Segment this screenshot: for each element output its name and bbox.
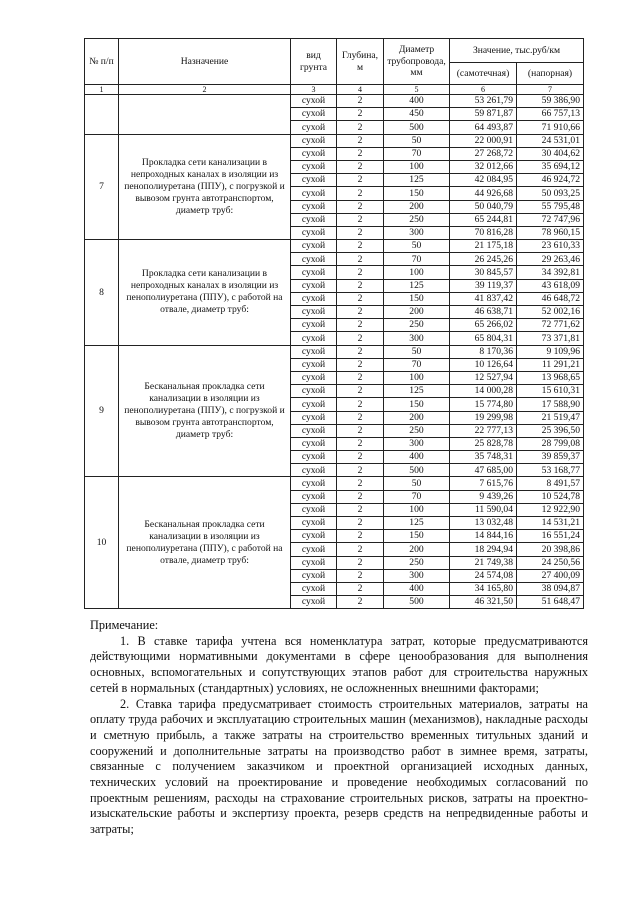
group-description: Прокладка сети канализации в непроходных каналах в изоляции из пенополиуретана (ППУ), с погрузкой и вывозом грунта автотранспортом, диаметр труб: (119, 134, 291, 240)
gravity-value-cell: 13 032,48 (450, 517, 517, 530)
depth-cell: 2 (337, 530, 384, 543)
depth-cell: 2 (337, 200, 384, 213)
pressure-value-cell: 55 795,48 (517, 200, 584, 213)
depth-cell: 2 (337, 213, 384, 226)
diameter-cell: 400 (384, 451, 450, 464)
pressure-value-cell: 59 386,90 (517, 95, 584, 108)
gravity-value-cell: 64 493,87 (450, 121, 517, 134)
group-description (119, 95, 291, 135)
depth-cell: 2 (337, 147, 384, 160)
pressure-value-cell: 29 263,46 (517, 253, 584, 266)
pressure-value-cell: 53 168,77 (517, 464, 584, 477)
depth-cell: 2 (337, 437, 384, 450)
depth-cell: 2 (337, 569, 384, 582)
pressure-value-cell: 25 396,50 (517, 424, 584, 437)
header-purpose: Назначение (119, 39, 291, 85)
soil-cell: сухой (291, 108, 337, 121)
pressure-value-cell: 35 694,12 (517, 160, 584, 173)
gravity-value-cell: 59 871,87 (450, 108, 517, 121)
diameter-cell: 70 (384, 358, 450, 371)
gravity-value-cell: 21 749,38 (450, 556, 517, 569)
diameter-cell: 200 (384, 543, 450, 556)
soil-cell: сухой (291, 464, 337, 477)
pressure-value-cell: 30 404,62 (517, 147, 584, 160)
pressure-value-cell: 12 922,90 (517, 503, 584, 516)
soil-cell: сухой (291, 187, 337, 200)
depth-cell: 2 (337, 385, 384, 398)
table-row (85, 345, 584, 358)
depth-cell: 2 (337, 266, 384, 279)
soil-cell: сухой (291, 319, 337, 332)
depth-cell: 2 (337, 134, 384, 147)
header-pressure: (напорная) (517, 63, 584, 85)
group-number: 7 (85, 134, 119, 240)
diameter-cell: 300 (384, 226, 450, 239)
diameter-cell: 400 (384, 95, 450, 108)
depth-cell: 2 (337, 371, 384, 384)
gravity-value-cell: 14 844,16 (450, 530, 517, 543)
gravity-value-cell: 30 845,57 (450, 266, 517, 279)
diameter-cell: 125 (384, 385, 450, 398)
gravity-value-cell: 10 126,64 (450, 358, 517, 371)
group-description: Бесканальная прокладка сети канализации в изоляции из пенополиуретана (ППУ), с погрузкой и вывозом грунта автотранспортом, диаметр труб: (119, 345, 291, 477)
pressure-value-cell: 9 109,96 (517, 345, 584, 358)
depth-cell: 2 (337, 582, 384, 595)
pressure-value-cell: 52 002,16 (517, 306, 584, 319)
pressure-value-cell: 21 519,47 (517, 411, 584, 424)
depth-cell: 2 (337, 160, 384, 173)
soil-cell: сухой (291, 503, 337, 516)
diameter-cell: 300 (384, 569, 450, 582)
pressure-value-cell: 50 093,25 (517, 187, 584, 200)
colnum-cell: 6 (450, 85, 517, 95)
depth-cell: 2 (337, 543, 384, 556)
depth-cell: 2 (337, 292, 384, 305)
soil-cell: сухой (291, 477, 337, 490)
gravity-value-cell: 46 638,71 (450, 306, 517, 319)
colnum-cell: 5 (384, 85, 450, 95)
depth-cell: 2 (337, 490, 384, 503)
column-number-row (85, 85, 584, 95)
soil-cell: сухой (291, 398, 337, 411)
gravity-value-cell: 22 000,91 (450, 134, 517, 147)
table-row (85, 134, 584, 147)
depth-cell: 2 (337, 306, 384, 319)
pressure-value-cell: 46 924,72 (517, 174, 584, 187)
diameter-cell: 300 (384, 332, 450, 345)
soil-cell: сухой (291, 266, 337, 279)
depth-cell: 2 (337, 503, 384, 516)
depth-cell: 2 (337, 121, 384, 134)
soil-cell: сухой (291, 279, 337, 292)
soil-cell: сухой (291, 306, 337, 319)
diameter-cell: 125 (384, 517, 450, 530)
pressure-value-cell: 51 648,47 (517, 596, 584, 609)
gravity-value-cell: 26 245,26 (450, 253, 517, 266)
diameter-cell: 125 (384, 174, 450, 187)
gravity-value-cell: 14 000,28 (450, 385, 517, 398)
diameter-cell: 100 (384, 503, 450, 516)
group-number: 10 (85, 477, 119, 609)
colnum-cell: 4 (337, 85, 384, 95)
diameter-cell: 150 (384, 187, 450, 200)
pressure-value-cell: 10 524,78 (517, 490, 584, 503)
soil-cell: сухой (291, 147, 337, 160)
pressure-value-cell: 73 371,81 (517, 332, 584, 345)
pressure-value-cell: 8 491,57 (517, 477, 584, 490)
soil-cell: сухой (291, 556, 337, 569)
header-gravity: (самотечная) (450, 63, 517, 85)
soil-cell: сухой (291, 134, 337, 147)
diameter-cell: 250 (384, 556, 450, 569)
diameter-cell: 250 (384, 319, 450, 332)
soil-cell: сухой (291, 292, 337, 305)
pressure-value-cell: 17 588,90 (517, 398, 584, 411)
group-description: Прокладка сети канализации в непроходных каналах в изоляции из пенополиуретана (ППУ), с работой на отвале, диаметр труб: (119, 240, 291, 346)
gravity-value-cell: 15 774,80 (450, 398, 517, 411)
gravity-value-cell: 27 268,72 (450, 147, 517, 160)
gravity-value-cell: 12 527,94 (450, 371, 517, 384)
pressure-value-cell: 16 551,24 (517, 530, 584, 543)
table-row (85, 95, 584, 108)
diameter-cell: 400 (384, 582, 450, 595)
diameter-cell: 50 (384, 477, 450, 490)
depth-cell: 2 (337, 345, 384, 358)
header-num: № п/п (85, 39, 119, 85)
soil-cell: сухой (291, 240, 337, 253)
diameter-cell: 70 (384, 490, 450, 503)
depth-cell: 2 (337, 398, 384, 411)
depth-cell: 2 (337, 240, 384, 253)
soil-cell: сухой (291, 543, 337, 556)
pressure-value-cell: 15 610,31 (517, 385, 584, 398)
depth-cell: 2 (337, 477, 384, 490)
gravity-value-cell: 9 439,26 (450, 490, 517, 503)
diameter-cell: 100 (384, 266, 450, 279)
soil-cell: сухой (291, 160, 337, 173)
pressure-value-cell: 78 960,15 (517, 226, 584, 239)
gravity-value-cell: 50 040,79 (450, 200, 517, 213)
diameter-cell: 125 (384, 279, 450, 292)
diameter-cell: 150 (384, 530, 450, 543)
soil-cell: сухой (291, 582, 337, 595)
depth-cell: 2 (337, 464, 384, 477)
pressure-value-cell: 23 610,33 (517, 240, 584, 253)
notes-title: Примечание: (90, 618, 159, 632)
soil-cell: сухой (291, 174, 337, 187)
depth-cell: 2 (337, 95, 384, 108)
depth-cell: 2 (337, 556, 384, 569)
diameter-cell: 500 (384, 464, 450, 477)
soil-cell: сухой (291, 253, 337, 266)
group-number (85, 95, 119, 135)
diameter-cell: 300 (384, 437, 450, 450)
gravity-value-cell: 8 170,36 (450, 345, 517, 358)
diameter-cell: 150 (384, 398, 450, 411)
soil-cell: сухой (291, 451, 337, 464)
depth-cell: 2 (337, 187, 384, 200)
diameter-cell: 50 (384, 345, 450, 358)
table-row (85, 477, 584, 490)
soil-cell: сухой (291, 596, 337, 609)
diameter-cell: 50 (384, 240, 450, 253)
diameter-cell: 100 (384, 160, 450, 173)
depth-cell: 2 (337, 108, 384, 121)
note-item-1: 1. В ставке тарифа учтена вся номенклатура затрат, которые предусматриваются действующими нормативными документами в сфере ценообразования для выполнения основных, вспомогательных и сопутствующих этапов работ для строительства наружных сетей в нормальных (стандартных) условиях, не осложненных внешними факторами; (90, 633, 588, 695)
diameter-cell: 450 (384, 108, 450, 121)
colnum-cell: 1 (85, 85, 119, 95)
soil-cell: сухой (291, 345, 337, 358)
pressure-value-cell: 20 398,86 (517, 543, 584, 556)
pressure-value-cell: 24 531,01 (517, 134, 584, 147)
gravity-value-cell: 32 012,66 (450, 160, 517, 173)
gravity-value-cell: 41 837,42 (450, 292, 517, 305)
depth-cell: 2 (337, 279, 384, 292)
gravity-value-cell: 34 165,80 (450, 582, 517, 595)
depth-cell: 2 (337, 174, 384, 187)
soil-cell: сухой (291, 95, 337, 108)
gravity-value-cell: 11 590,04 (450, 503, 517, 516)
header-soil: вид грунта (291, 39, 337, 85)
pressure-value-cell: 38 094,87 (517, 582, 584, 595)
diameter-cell: 150 (384, 292, 450, 305)
pressure-value-cell: 43 618,09 (517, 279, 584, 292)
pressure-value-cell: 66 757,13 (517, 108, 584, 121)
pressure-value-cell: 72 747,96 (517, 213, 584, 226)
header-depth: Глубина, м (337, 39, 384, 85)
depth-cell: 2 (337, 517, 384, 530)
note-item-2: 2. Ставка тарифа предусматривает стоимость строительных материалов, затраты на оплату труда рабочих и эксплуатацию строительных машин (механизмов), накладные расходы и сметную прибыль, а также затраты на строительство временных титульных зданий и сооружений и дополнительные затраты на производство работ в зимнее время, затраты, связанные с получением заказчиком и проектной организацией исходных данных, технических условий на проектирование и проведение необходимых согласований по проектным решениям, расходы на страхование строительных рисков, затраты на проектно-изыскательские работы и экспертизу проекта, резерв средств на непредвиденные работы и затраты; (90, 696, 588, 837)
soil-cell: сухой (291, 226, 337, 239)
notes-section (90, 618, 588, 838)
soil-cell: сухой (291, 569, 337, 582)
depth-cell: 2 (337, 358, 384, 371)
pressure-value-cell: 24 250,56 (517, 556, 584, 569)
table-row (85, 240, 584, 253)
diameter-cell: 200 (384, 306, 450, 319)
diameter-cell: 70 (384, 253, 450, 266)
depth-cell: 2 (337, 319, 384, 332)
colnum-cell: 7 (517, 85, 584, 95)
diameter-cell: 100 (384, 371, 450, 384)
depth-cell: 2 (337, 411, 384, 424)
soil-cell: сухой (291, 332, 337, 345)
gravity-value-cell: 47 685,00 (450, 464, 517, 477)
pressure-value-cell: 14 531,21 (517, 517, 584, 530)
group-number: 8 (85, 240, 119, 346)
pressure-value-cell: 27 400,09 (517, 569, 584, 582)
soil-cell: сухой (291, 371, 337, 384)
depth-cell: 2 (337, 596, 384, 609)
group-number: 9 (85, 345, 119, 477)
soil-cell: сухой (291, 490, 337, 503)
soil-cell: сухой (291, 424, 337, 437)
pressure-value-cell: 28 799,08 (517, 437, 584, 450)
depth-cell: 2 (337, 451, 384, 464)
gravity-value-cell: 35 748,31 (450, 451, 517, 464)
soil-cell: сухой (291, 530, 337, 543)
colnum-cell: 2 (119, 85, 291, 95)
diameter-cell: 250 (384, 213, 450, 226)
soil-cell: сухой (291, 517, 337, 530)
diameter-cell: 250 (384, 424, 450, 437)
gravity-value-cell: 65 266,02 (450, 319, 517, 332)
soil-cell: сухой (291, 213, 337, 226)
gravity-value-cell: 18 294,94 (450, 543, 517, 556)
pressure-value-cell: 46 648,72 (517, 292, 584, 305)
pressure-value-cell: 13 968,65 (517, 371, 584, 384)
soil-cell: сухой (291, 200, 337, 213)
depth-cell: 2 (337, 226, 384, 239)
gravity-value-cell: 42 084,95 (450, 174, 517, 187)
soil-cell: сухой (291, 411, 337, 424)
group-description: Бесканальная прокладка сети канализации в изоляции из пенополиуретана (ППУ), с работой на отвале, диаметр труб: (119, 477, 291, 609)
gravity-value-cell: 39 119,37 (450, 279, 517, 292)
pressure-value-cell: 34 392,81 (517, 266, 584, 279)
gravity-value-cell: 46 321,50 (450, 596, 517, 609)
header-diameter: Диаметр трубопровода, мм (384, 39, 450, 85)
gravity-value-cell: 21 175,18 (450, 240, 517, 253)
depth-cell: 2 (337, 332, 384, 345)
gravity-value-cell: 25 828,78 (450, 437, 517, 450)
tariff-table (84, 38, 584, 609)
soil-cell: сухой (291, 385, 337, 398)
pressure-value-cell: 71 910,66 (517, 121, 584, 134)
gravity-value-cell: 7 615,76 (450, 477, 517, 490)
colnum-cell: 3 (291, 85, 337, 95)
soil-cell: сухой (291, 437, 337, 450)
diameter-cell: 200 (384, 411, 450, 424)
gravity-value-cell: 53 261,79 (450, 95, 517, 108)
gravity-value-cell: 65 244,81 (450, 213, 517, 226)
diameter-cell: 500 (384, 121, 450, 134)
gravity-value-cell: 70 816,28 (450, 226, 517, 239)
diameter-cell: 70 (384, 147, 450, 160)
soil-cell: сухой (291, 121, 337, 134)
gravity-value-cell: 65 804,31 (450, 332, 517, 345)
gravity-value-cell: 44 926,68 (450, 187, 517, 200)
pressure-value-cell: 72 771,62 (517, 319, 584, 332)
gravity-value-cell: 22 777,13 (450, 424, 517, 437)
depth-cell: 2 (337, 253, 384, 266)
depth-cell: 2 (337, 424, 384, 437)
pressure-value-cell: 11 291,21 (517, 358, 584, 371)
diameter-cell: 200 (384, 200, 450, 213)
gravity-value-cell: 24 574,08 (450, 569, 517, 582)
diameter-cell: 500 (384, 596, 450, 609)
header-value: Значение, тыс.руб/км (450, 39, 584, 63)
diameter-cell: 50 (384, 134, 450, 147)
pressure-value-cell: 39 859,37 (517, 451, 584, 464)
gravity-value-cell: 19 299,98 (450, 411, 517, 424)
soil-cell: сухой (291, 358, 337, 371)
